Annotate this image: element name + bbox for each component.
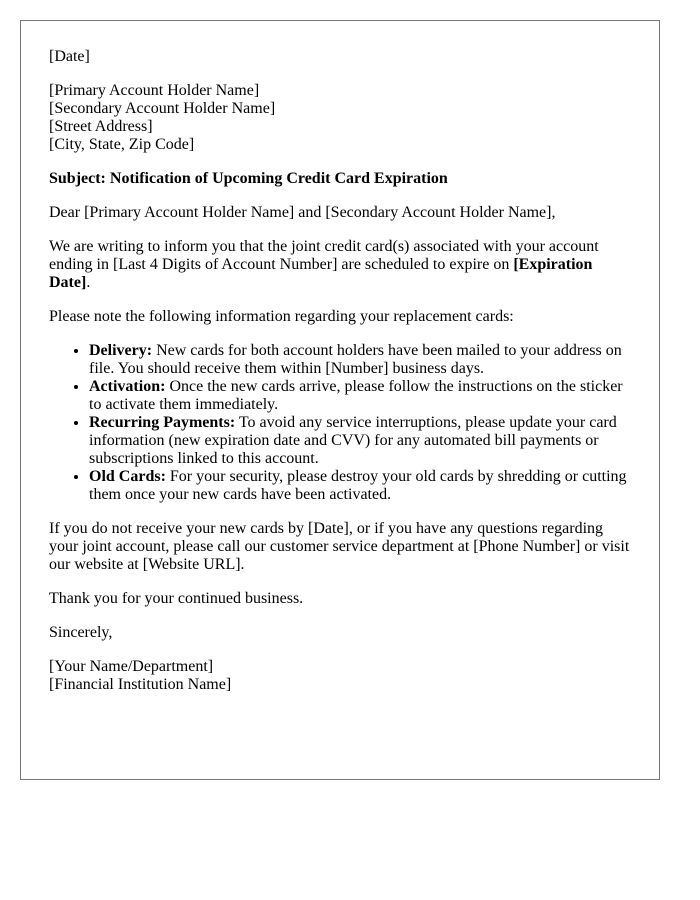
address-line: [Secondary Account Holder Name] <box>49 100 276 117</box>
note-paragraph: Please note the following information regarding your replacement cards: <box>49 308 514 325</box>
list-item <box>89 342 631 378</box>
expiration-date: [Expiration Date] <box>49 256 593 291</box>
letter-page <box>20 20 660 780</box>
item-text: For your security, please destroy your old cards by shredding or cutting them once your new cards have been activated. <box>89 468 627 503</box>
thanks-paragraph: Thank you for your continued business. <box>49 590 304 607</box>
item-text: New cards for both account holders have been mailed to your address on file. You should receive them within [Number] business days. <box>89 342 622 377</box>
signature-line: [Financial Institution Name] <box>49 676 232 693</box>
closing: Sincerely, <box>49 624 113 641</box>
item-text: Once the new cards arrive, please follow the instructions on the sticker to activate them immediately. <box>89 378 623 413</box>
item-text: To avoid any service interruptions, please update your card information (new expiration date and CVV) for any automated bill payments or subscriptions linked to this account. <box>89 414 617 467</box>
subject-text: Notification of Upcoming Credit Card Expiration <box>109 170 448 187</box>
item-label: Old Cards: <box>89 468 166 485</box>
intro-paragraph <box>49 238 631 292</box>
signature-line: [Your Name/Department] <box>49 658 214 675</box>
contact-paragraph: If you do not receive your new cards by [Date], or if you have any questions regarding your joint account, please call our customer service department at [Phone Number] or visit our website at [Website URL]. <box>49 520 630 573</box>
recipient-address <box>49 82 631 154</box>
intro-end: . <box>86 274 91 291</box>
address-line: [City, State, Zip Code] <box>49 136 195 153</box>
list-item <box>89 468 631 504</box>
signature-block <box>49 658 631 694</box>
subject-line <box>49 170 631 188</box>
info-list <box>49 342 631 504</box>
letter-date: [Date] <box>49 48 90 65</box>
address-line: [Street Address] <box>49 118 153 135</box>
item-label: Activation: <box>89 378 166 395</box>
subject-label: Subject: <box>49 170 106 187</box>
list-item <box>89 378 631 414</box>
address-line: [Primary Account Holder Name] <box>49 82 260 99</box>
item-label: Recurring Payments: <box>89 414 236 431</box>
intro-text: We are writing to inform you that the joint credit card(s) associated with your account ending in [Last 4 Digits of Account Number] are scheduled to expire on <box>49 238 599 273</box>
item-label: Delivery: <box>89 342 153 359</box>
list-item <box>89 414 631 468</box>
salutation: Dear [Primary Account Holder Name] and [Secondary Account Holder Name], <box>49 204 556 221</box>
